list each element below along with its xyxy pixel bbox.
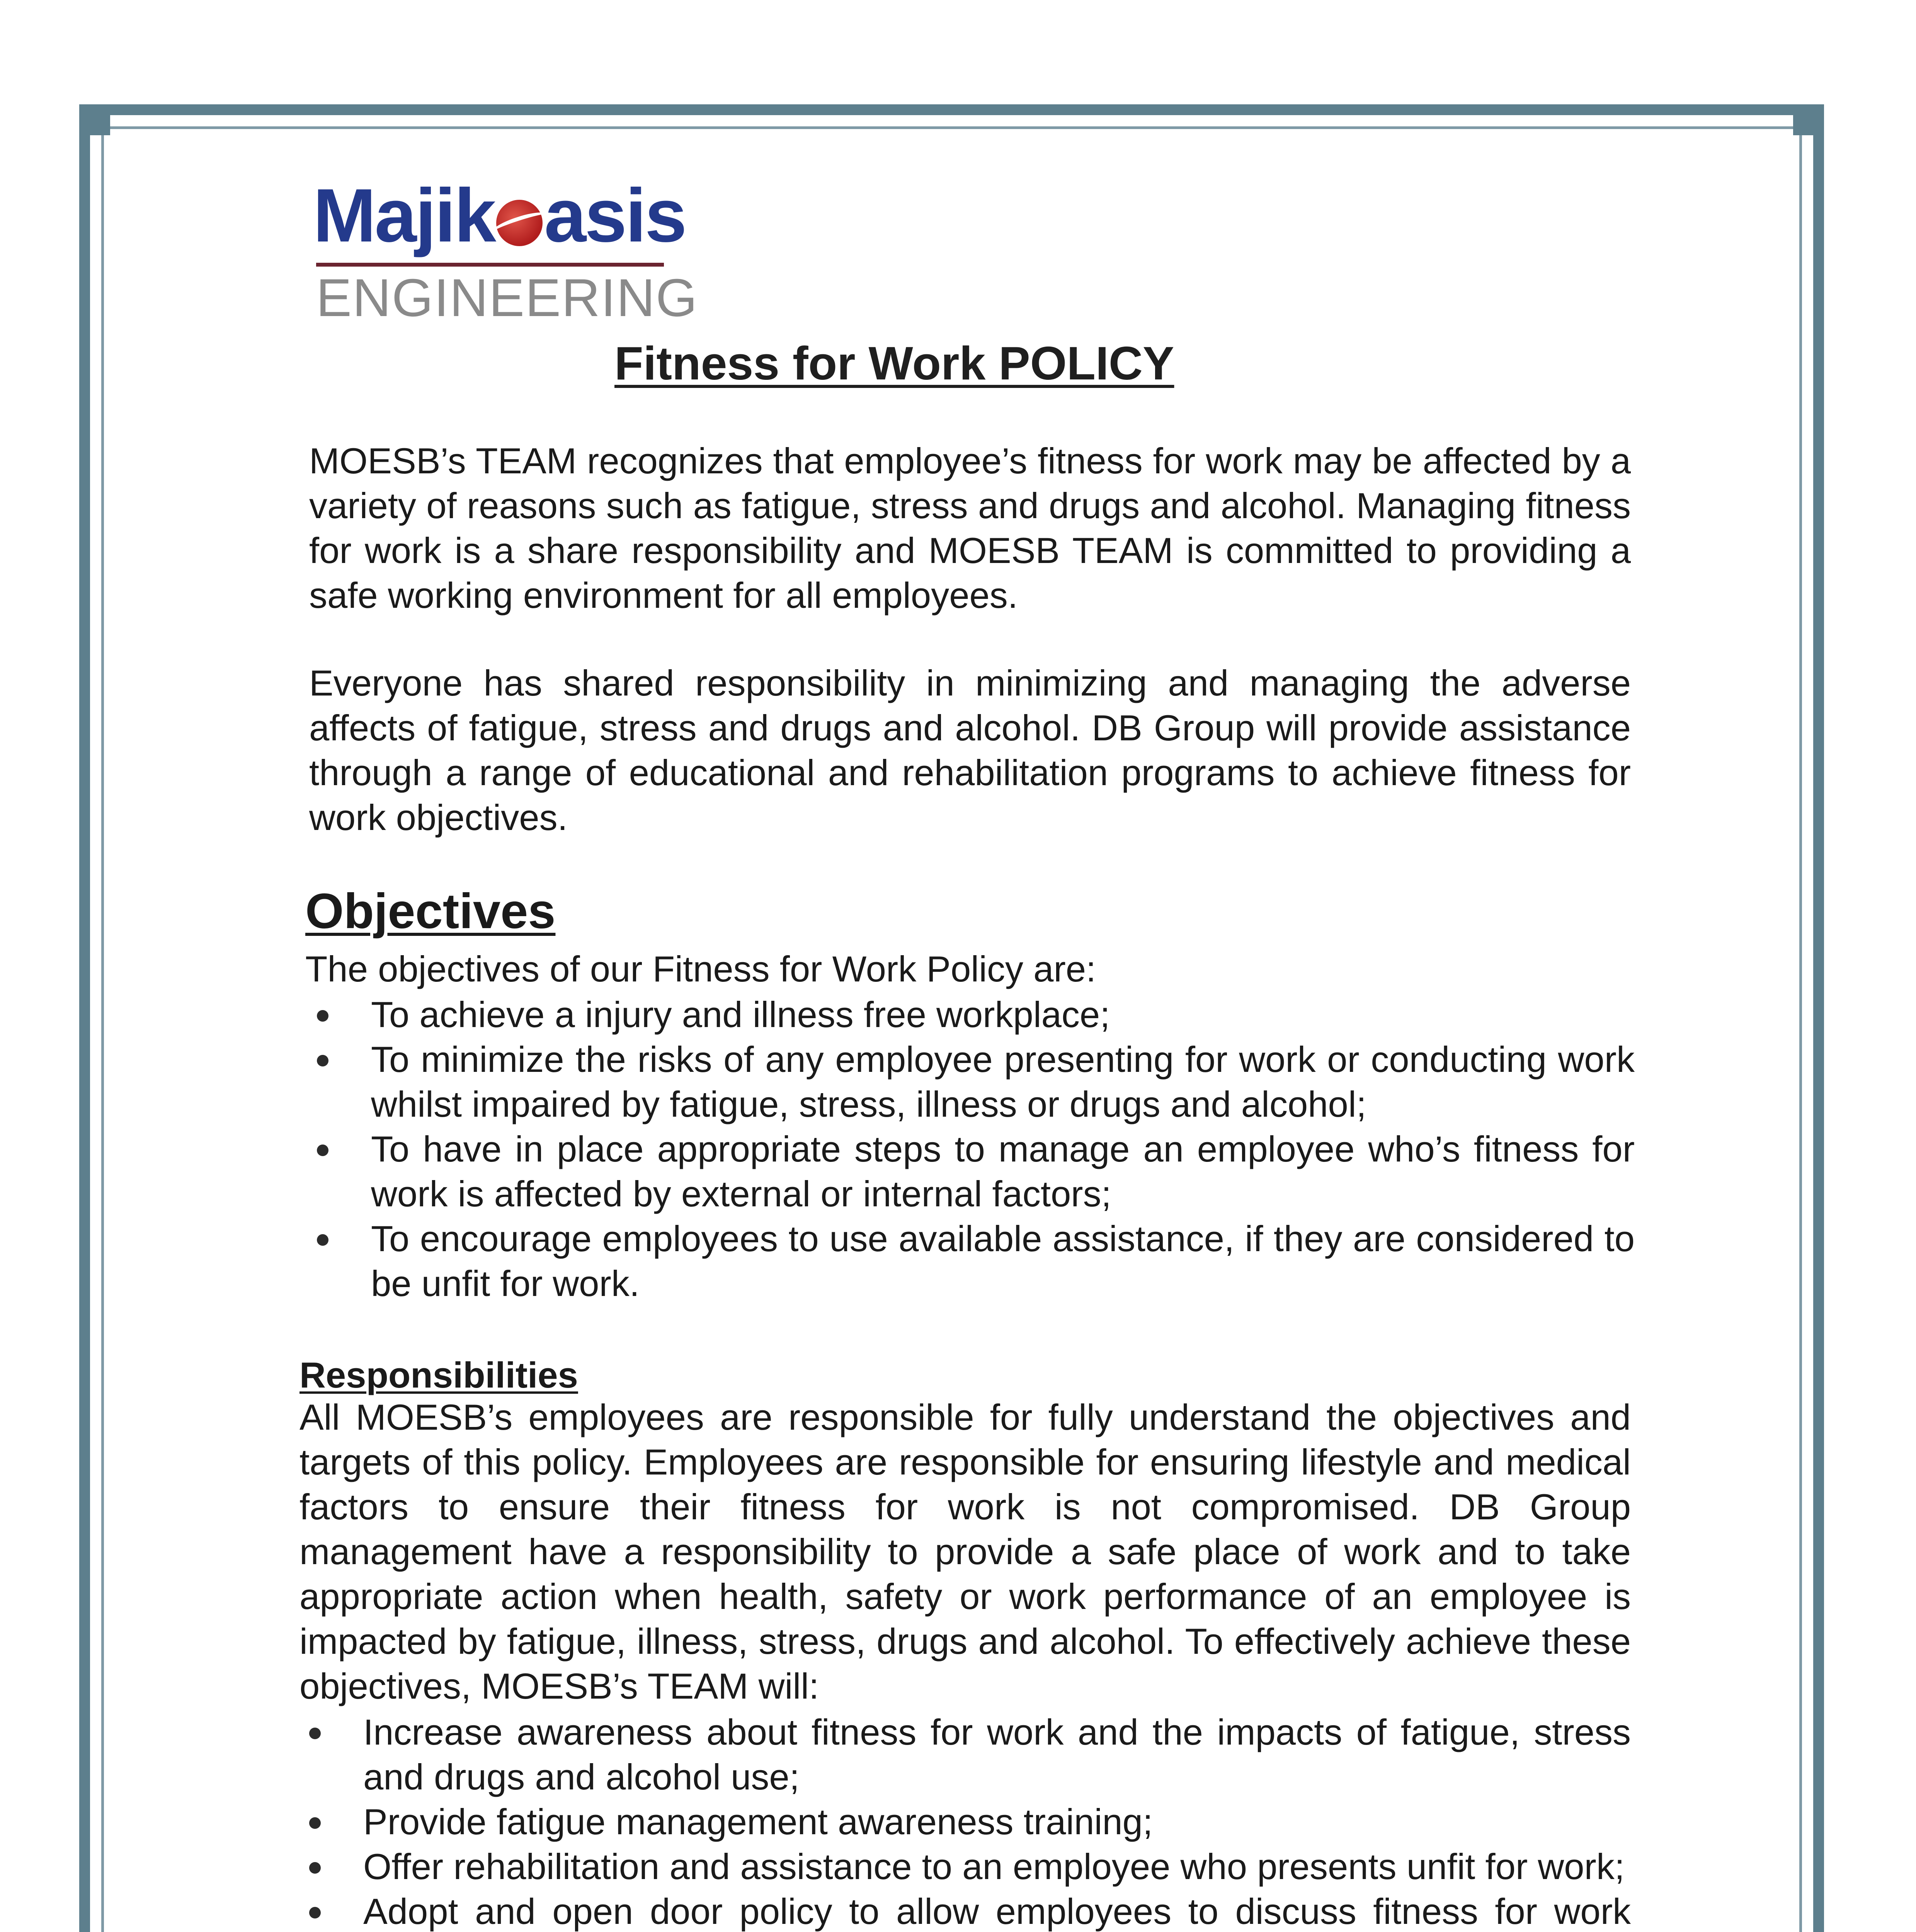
objectives-intro: The objectives of our Fitness for Work Policy are: [305,949,1096,989]
logo-divider [316,263,664,267]
list-item [317,992,1635,1037]
logo-brand-part2: asis [544,173,686,258]
objectives-list [317,992,1635,1306]
bullet-icon [309,1907,321,1918]
responsibility-text: Provide fatigue management awareness training; [363,1801,1153,1842]
objective-text: To encourage employees to use available assistance, if they are considered to be unfit for work. [371,1218,1635,1304]
frame-corner-top-right [1793,104,1824,135]
list-item [317,1216,1635,1306]
company-logo [313,170,698,332]
list-item [309,1710,1631,1799]
frame-corner-top-left [79,104,110,135]
bullet-icon [317,1234,328,1246]
logo-globe-icon [496,200,543,246]
list-item [317,1127,1635,1216]
list-item [309,1889,1631,1932]
bullet-icon [317,1010,328,1022]
bullet-icon [317,1145,328,1156]
intro-paragraph-2: Everyone has shared responsibility in minimizing and managing the adverse affects of fatigue, stress and drugs and alcohol. DB Group will provide assistance through a range of educational and rehabilitation programs to achieve fitness for work objectives. [309,663,1631,838]
list-item [309,1844,1631,1889]
responsibilities-paragraph: All MOESB’s employees are responsible for fully understand the objectives and targets of this policy. Employees are responsible for ensuring lifestyle and medical factors to ensure their fitness for work is not compromised. DB Group management have a responsibility to provide a safe place of work and to take appropriate action when health, safety or work performance of an employee is impacted by fatigue, illness, stress, drugs and alcohol. To effectively achieve these objectives, MOESB’s TEAM will: [299,1397,1631,1706]
logo-wordmark [313,173,686,258]
bullet-icon [309,1862,321,1874]
objective-text: To achieve a injury and illness free workplace; [371,994,1110,1035]
objective-text: To minimize the risks of any employee presenting for work or conducting work whilst impaired by fatigue, stress, illness or drugs and alcohol; [371,1039,1635,1124]
responsibility-text: Offer rehabilitation and assistance to an employee who presents unfit for work; [363,1846,1625,1887]
bullet-icon [309,1817,321,1829]
objectives-heading: Objectives [305,884,556,939]
list-item [317,1037,1635,1127]
responsibility-text: Increase awareness about fitness for work and the impacts of fatigue, stress and drugs and alcohol use; [363,1712,1631,1797]
document-title: Fitness for Work POLICY [614,337,1174,389]
bullet-icon [317,1055,328,1066]
intro-paragraph-1: MOESB’s TEAM recognizes that employee’s fitness for work may be affected by a variety of reasons such as fatigue, stress and drugs and alcohol. Managing fitness for work is a share responsibility and MOESB TEAM is committed to providing a safe working environment for all employees. [309,440,1631,616]
bullet-icon [309,1728,321,1739]
logo-brand-part1: Majik [313,173,495,258]
responsibility-text: Adopt and open door policy to allow employees to discuss fitness for work [363,1891,1631,1932]
objective-text: To have in place appropriate steps to manage an employee who’s fitness for work is affected by external or internal factors; [371,1129,1635,1214]
responsibilities-heading: Responsibilities [299,1355,578,1395]
list-item [309,1799,1631,1844]
responsibilities-list [309,1710,1631,1932]
logo-subtitle: ENGINEERING [316,268,698,328]
